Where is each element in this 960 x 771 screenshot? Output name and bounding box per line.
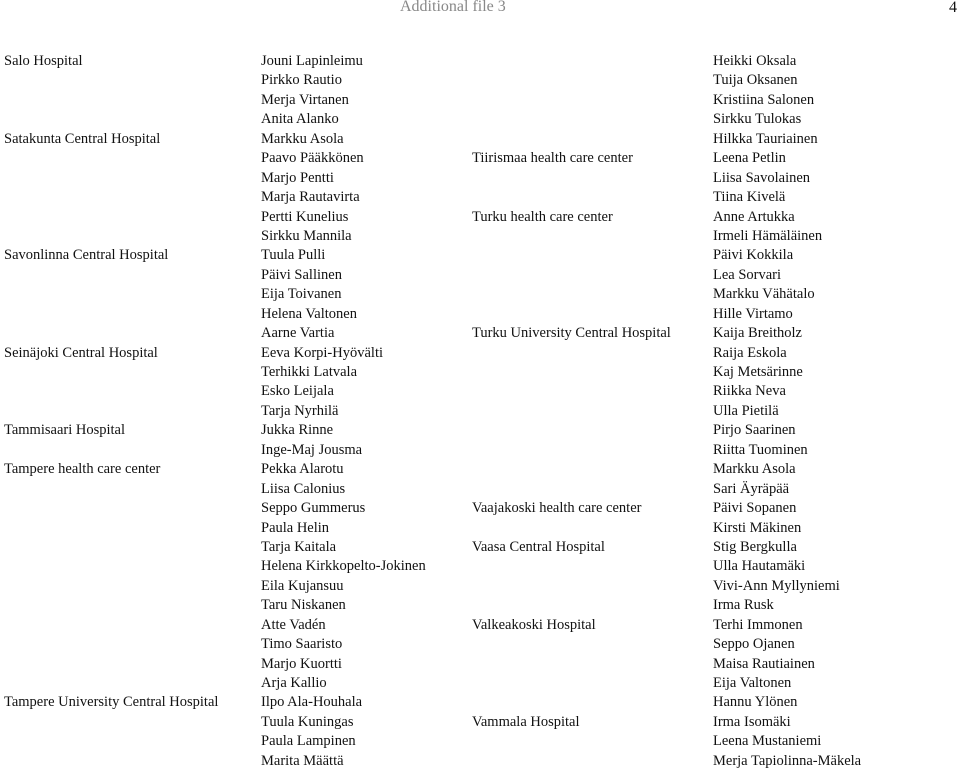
left-table-row (4, 169, 474, 188)
right-table-row (472, 693, 958, 712)
person-name: Irma Rusk (713, 597, 774, 614)
left-table-row (4, 441, 474, 460)
person-name: Timo Saaristo (261, 636, 343, 653)
right-table-row (472, 674, 958, 693)
left-table-row (4, 130, 474, 149)
person-name: Marjo Pentti (261, 169, 334, 186)
left-table-row (4, 480, 474, 499)
right-table-row (472, 499, 958, 518)
person-name: Eija Valtonen (713, 675, 792, 691)
person-name: Esko Leijala (261, 383, 334, 400)
left-table-row (4, 519, 474, 538)
right-table-row (472, 188, 958, 207)
hospital-name: Vaasa Central Hospital (472, 538, 605, 555)
person-name: Arja Kallio (261, 675, 327, 691)
right-table-row (472, 169, 958, 188)
left-table-row (4, 460, 474, 479)
left-table-row (4, 91, 474, 110)
person-name: Kirsti Mäkinen (713, 519, 802, 536)
hospital-name: Turku University Central Hospital (472, 325, 671, 342)
right-table-row (472, 246, 958, 265)
hospital-name: Savonlinna Central Hospital (4, 247, 169, 264)
person-name: Tuula Pulli (261, 247, 326, 264)
right-table-row (472, 110, 958, 129)
person-name: Pertti Kunelius (261, 208, 349, 225)
person-name: Irma Isomäki (713, 713, 791, 730)
left-table-row (4, 557, 474, 576)
person-name: Riikka Neva (713, 383, 786, 400)
left-table-row (4, 693, 474, 712)
left-table-row (4, 538, 474, 557)
right-table-row (472, 752, 958, 771)
left-table-row (4, 713, 474, 732)
right-table-row (472, 227, 958, 246)
person-name: Pekka Alarotu (261, 461, 344, 478)
left-table-row (4, 344, 474, 363)
person-name: Terhikki Latvala (261, 364, 358, 380)
page-number: 4 (949, 0, 957, 16)
left-table-row (4, 149, 474, 168)
person-name: Inge-Maj Jousma (261, 441, 363, 458)
person-name: Merja Virtanen (261, 91, 349, 108)
person-name: Merja Tapiolinna-Mäkela (713, 752, 862, 769)
person-name: Marita Määttä (261, 752, 344, 769)
hospital-name: Vaajakoski health care center (472, 500, 642, 517)
right-table-row (472, 519, 958, 538)
left-table-row (4, 363, 474, 382)
right-table-row (472, 324, 958, 343)
left-table-row (4, 635, 474, 654)
right-table-row (472, 713, 958, 732)
right-table-row (472, 149, 958, 168)
person-name: Hannu Ylönen (713, 694, 798, 711)
left-table-row (4, 305, 474, 324)
left-table-row (4, 655, 474, 674)
left-table-row (4, 596, 474, 615)
person-name: Ulla Hautamäki (713, 558, 806, 575)
person-name: Aarne Vartia (261, 325, 335, 342)
person-name: Jukka Rinne (261, 422, 334, 439)
person-name: Markku Asola (713, 461, 796, 478)
right-table-row (472, 382, 958, 401)
left-table-row (4, 266, 474, 285)
person-name: Kaija Breitholz (713, 325, 802, 342)
left-table-row (4, 71, 474, 90)
person-name: Päivi Kokkila (713, 247, 794, 264)
person-name: Paula Lampinen (261, 733, 356, 750)
person-name: Tiina Kivelä (713, 189, 786, 206)
right-table-row (472, 577, 958, 596)
person-name: Anne Artukka (713, 208, 795, 225)
person-name: Ilpo Ala-Houhala (261, 694, 363, 711)
person-name: Liisa Savolainen (713, 169, 811, 186)
right-table-row (472, 71, 958, 90)
right-table-row (472, 402, 958, 421)
right-table-row (472, 635, 958, 654)
left-table-row (4, 577, 474, 596)
right-table-row (472, 480, 958, 499)
person-name: Pirkko Rautio (261, 72, 342, 89)
person-name: Atte Vadén (261, 616, 326, 633)
left-table-row (4, 752, 474, 771)
person-name: Leena Mustaniemi (713, 733, 822, 750)
right-table-row (472, 52, 958, 71)
left-table-row (4, 382, 474, 401)
person-name: Kaj Metsärinne (713, 364, 803, 380)
person-name: Paula Helin (261, 519, 330, 536)
right-table-row (472, 285, 958, 304)
right-table-row (472, 130, 958, 149)
person-name: Pirjo Saarinen (713, 422, 796, 439)
hospital-name: Tampere health care center (4, 461, 161, 478)
right-table-row (472, 596, 958, 615)
person-name: Paavo Pääkkönen (261, 150, 364, 167)
person-name: Raija Eskola (713, 344, 787, 361)
person-name: Vivi-Ann Myllyniemi (713, 577, 840, 594)
right-table-row (472, 616, 958, 635)
person-name: Liisa Calonius (261, 480, 346, 497)
left-table-row (4, 499, 474, 518)
left-table-row (4, 421, 474, 440)
person-name: Hilkka Tauriainen (713, 130, 818, 147)
hospital-name: Tammisaari Hospital (4, 422, 125, 439)
person-name: Markku Vähätalo (713, 286, 815, 303)
person-name: Seppo Ojanen (713, 636, 795, 653)
person-name: Eeva Korpi-Hyövälti (261, 344, 384, 361)
hospital-name: Tiirismaa health care center (472, 150, 633, 167)
left-table-row (4, 188, 474, 207)
person-name: Riitta Tuominen (713, 441, 808, 458)
left-table-row (4, 674, 474, 693)
hospital-name: Turku health care center (472, 208, 613, 225)
person-name: Tuija Oksanen (713, 72, 798, 89)
right-table-row (472, 732, 958, 751)
person-name: Heikki Oksala (713, 53, 797, 69)
hospital-name: Tampere University Central Hospital (4, 694, 219, 711)
left-table-row (4, 52, 474, 71)
right-table-row (472, 460, 958, 479)
hospital-name: Valkeakoski Hospital (472, 616, 596, 633)
person-name: Tarja Nyrhilä (261, 402, 339, 419)
person-name: Marja Rautavirta (261, 189, 360, 206)
right-table-row (472, 208, 958, 227)
left-table-row (4, 285, 474, 304)
right-table-row (472, 363, 958, 382)
person-name: Maisa Rautiainen (713, 655, 815, 672)
person-name: Markku Asola (261, 130, 344, 147)
left-column-table (4, 52, 474, 771)
hospital-name: Vammala Hospital (472, 713, 580, 730)
person-name: Sirkku Mannila (261, 227, 352, 244)
hospital-name: Salo Hospital (4, 53, 83, 69)
right-table-row (472, 305, 958, 324)
person-name: Helena Kirkkopelto-Jokinen (261, 558, 426, 575)
right-column-table (472, 52, 958, 771)
person-name: Lea Sorvari (713, 266, 782, 283)
left-table-row (4, 402, 474, 421)
person-name: Sari Äyräpää (713, 480, 790, 497)
right-table-row (472, 344, 958, 363)
person-name: Marjo Kuortti (261, 655, 342, 672)
person-name: Ulla Pietilä (713, 402, 779, 419)
person-name: Seppo Gummerus (261, 500, 366, 517)
right-table-row (472, 91, 958, 110)
person-name: Päivi Sopanen (713, 500, 797, 517)
person-name: Tarja Kaitala (261, 538, 337, 555)
person-name: Tuula Kuningas (261, 713, 354, 730)
person-name: Leena Petlin (713, 150, 786, 167)
right-table-row (472, 266, 958, 285)
left-table-row (4, 227, 474, 246)
right-table-row (472, 441, 958, 460)
person-name: Jouni Lapinleimu (261, 53, 363, 69)
hospital-name: Seinäjoki Central Hospital (4, 344, 158, 361)
header-title: Additional file 3 (400, 0, 506, 15)
person-name: Taru Niskanen (261, 597, 346, 614)
person-name: Hille Virtamo (713, 305, 793, 322)
person-name: Stig Bergkulla (713, 538, 797, 555)
person-name: Kristiina Salonen (713, 91, 815, 108)
right-table-row (472, 538, 958, 557)
person-name: Anita Alanko (261, 111, 339, 128)
right-table-row (472, 655, 958, 674)
right-table-row (472, 557, 958, 576)
person-name: Sirkku Tulokas (713, 111, 802, 128)
left-table-row (4, 732, 474, 751)
person-name: Eija Toivanen (261, 286, 342, 303)
page-header (0, 0, 960, 22)
person-name: Terhi Immonen (713, 616, 803, 633)
left-table-row (4, 246, 474, 265)
left-table-row (4, 616, 474, 635)
person-name: Helena Valtonen (261, 305, 357, 322)
person-name: Irmeli Hämäläinen (713, 227, 823, 244)
person-name: Eila Kujansuu (261, 577, 344, 594)
person-name: Päivi Sallinen (261, 266, 342, 283)
left-table-row (4, 110, 474, 129)
hospital-name: Satakunta Central Hospital (4, 130, 161, 147)
right-table-row (472, 421, 958, 440)
left-table-row (4, 324, 474, 343)
left-table-row (4, 208, 474, 227)
